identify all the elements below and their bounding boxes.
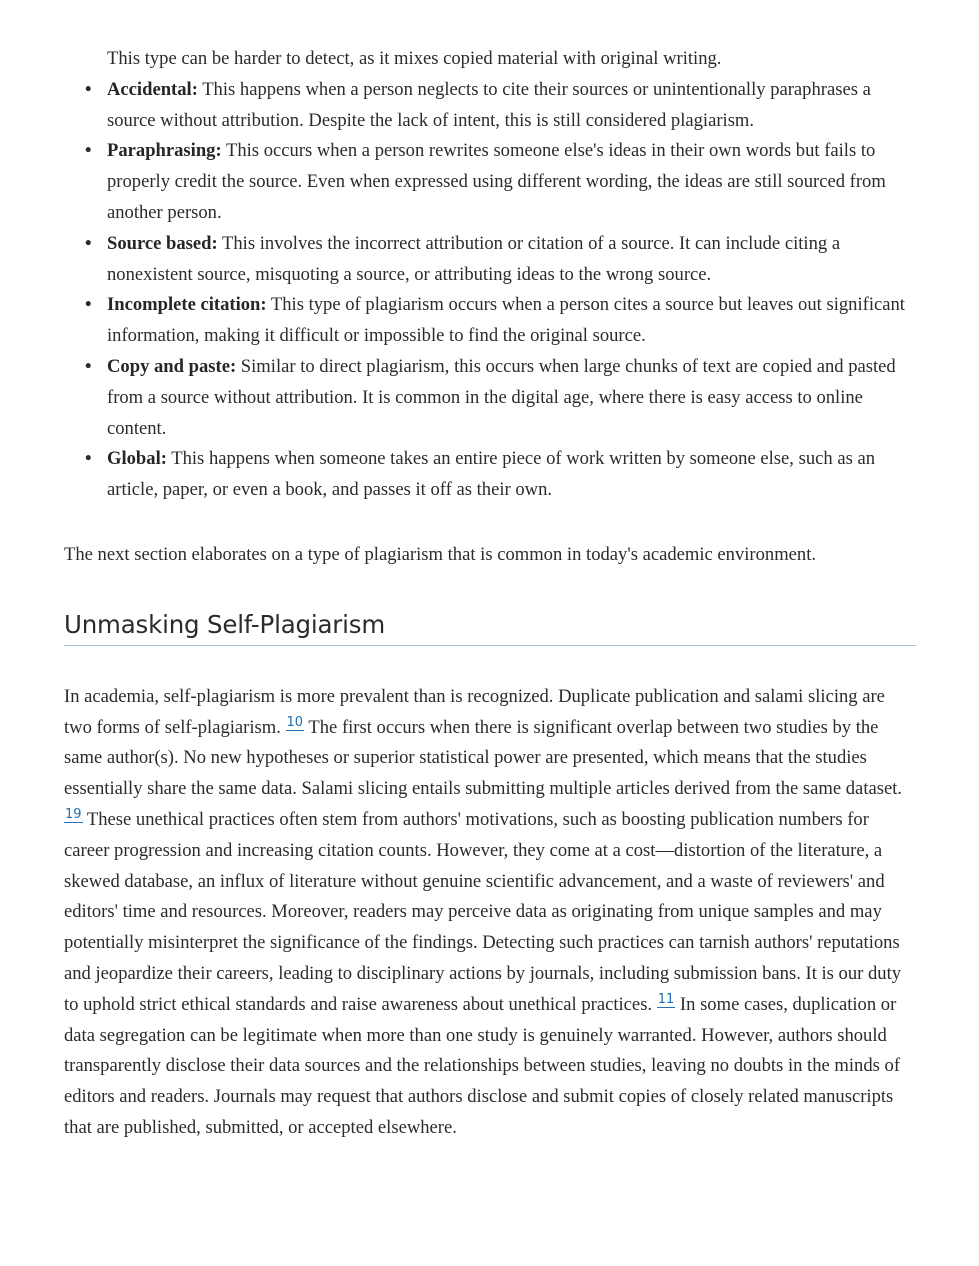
citation-link-10[interactable]: 10 <box>286 714 304 730</box>
next-section-paragraph: The next section elaborates on a type of plagiarism that is common in today's academic environment. <box>64 543 817 565</box>
self-plagiarism-paragraph <box>64 682 916 1144</box>
continuation-text: This type can be harder to detect, as it mixes copied material with original writing. <box>107 48 722 69</box>
term-label: Accidental: <box>107 78 198 100</box>
bullet-icon: • <box>85 232 92 254</box>
term-label: Copy and paste: <box>107 355 237 377</box>
list-item-copy-and-paste <box>64 352 916 444</box>
bullet-icon: • <box>85 355 92 377</box>
article-body <box>64 44 916 1144</box>
previous-list-continuation <box>64 44 916 75</box>
bullet-icon: • <box>85 294 92 316</box>
term-description: Similar to direct plagiarism, this occurs when large chunks of text are copied and pasted from a source without attribution. It is common in the digital age, where there is easy access to online content. <box>107 355 896 439</box>
term-description: This happens when a person neglects to cite their sources or unintentionally paraphrases a source without attribution. Despite the lack of intent, this is still considered plagiarism. <box>107 78 871 131</box>
citation-link-19[interactable]: 19 <box>65 806 82 822</box>
term-description: This happens when someone takes an entire piece of work written by someone else, such as an article, paper, or even a book, and passes it off as their own. <box>107 448 876 501</box>
term-label: Incomplete citation: <box>107 294 267 316</box>
bullet-icon: • <box>85 140 92 162</box>
list-item-global <box>64 444 916 506</box>
term-description: This type of plagiarism occurs when a person cites a source but leaves out significant information, making it difficult or impossible to find the original source. <box>107 294 905 347</box>
paragraph-text: In some cases, duplication or data segregation can be legitimate when more than one study is genuinely warranted. However, authors should transparently disclose their data sources and the relationships between studies, leaving no doubts in the minds of editors and readers. Journals may request that authors disclose and submit copies of closely related manuscripts that are published, submitted, or accepted elsewhere. <box>64 993 901 1138</box>
list-item-paraphrasing <box>64 136 916 228</box>
list-item-source-based <box>64 229 916 291</box>
section-heading: Unmasking Self-Plagiarism <box>64 609 916 646</box>
term-label: Paraphrasing: <box>107 140 222 162</box>
term-description: This involves the incorrect attribution or citation of a source. It can include citing a nonexistent source, misquoting a source, or attributing ideas to the wrong source. <box>107 232 841 285</box>
term-label: Source based: <box>107 232 218 254</box>
plagiarism-types-list <box>64 75 916 506</box>
citation-link-11[interactable]: 11 <box>657 991 675 1007</box>
paragraph-text: These unethical practices often stem from authors' motivations, such as boosting publication numbers for career progression and increasing citation counts. However, they come at a cost—distortion of the literature, a skewed database, an influx of literature without genuine scientific advancement, and a waste of reviewers' and editors' time and resources. Moreover, readers may perceive data as originating from unique samples and may potentially misinterpret the significance of the findings. Detecting such practices can tarnish authors' reputations and jeopardize their careers, leading to disciplinary actions by journals, including submission bans. It is our duty to uphold strict ethical standards and raise awareness about unethical practices. <box>64 808 902 1015</box>
bullet-icon: • <box>85 448 92 470</box>
term-description: This occurs when a person rewrites someone else's ideas in their own words but fails to properly credit the source. Even when expressed using different wording, the ideas are still sourced from another person. <box>107 140 886 223</box>
list-item-accidental <box>64 75 916 137</box>
paragraph-text: In academia, self-plagiarism is more prevalent than is recognized. Duplicate publication and salami slicing are two forms of self-plagiarism. <box>64 685 885 738</box>
list-item-continuation <box>107 44 916 75</box>
term-label: Global: <box>107 448 167 470</box>
list-item-incomplete-citation <box>64 290 916 352</box>
bullet-icon: • <box>85 78 92 100</box>
paragraph-text: The first occurs when there is significant overlap between two studies by the same author(s). No new hypotheses or superior statistical power are presented, which means that the studies essentially share the same data. Salami slicing entails submitting multiple articles derived from the same dataset. <box>64 716 903 800</box>
